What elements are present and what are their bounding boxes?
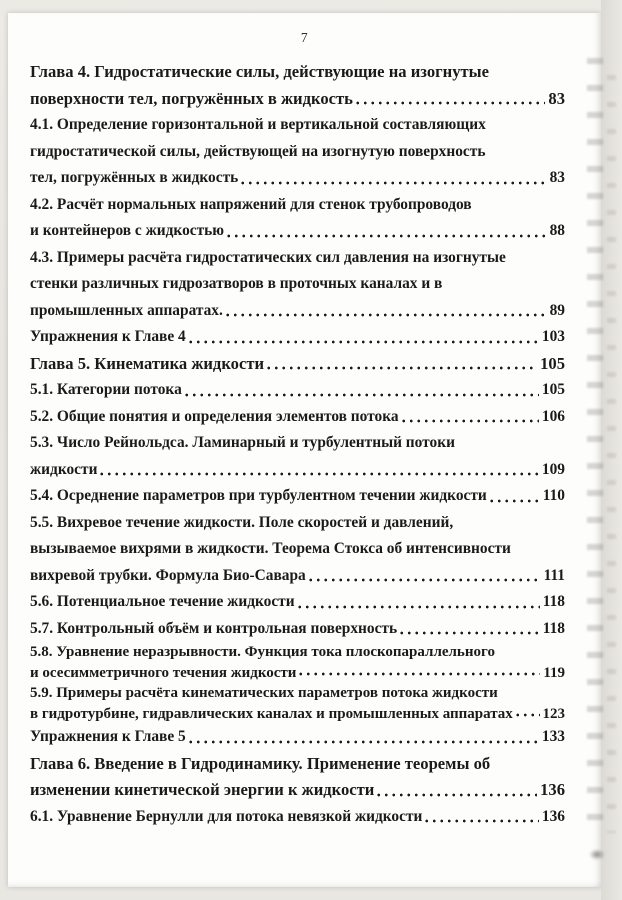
toc-entry-lastline [30,377,565,404]
show-through-text [585,58,619,833]
toc-entry [30,724,565,751]
toc-page-number: 136 [541,807,565,825]
toc-entry-text: Упражнения к Главе 4 [30,328,186,345]
toc-page-number: 123 [542,705,565,722]
toc-entry [30,804,565,831]
toc-entry-lastline [30,483,565,510]
dot-leader [187,724,539,751]
toc-entry-text: поверхности тел, погружённых в жидкость [30,88,353,108]
dot-leader [354,86,545,113]
toc-entry [30,404,565,431]
dot-leader [239,165,546,192]
toc-entry-text: 6.1. Уравнение Бернулли для потока невязкой жидкости [30,807,423,825]
toc-entry-lastline [30,589,565,616]
toc-page-number: 105 [541,381,565,398]
toc-entry [30,324,565,351]
toc-entry-line: стенки различных гидрозатворов в проточных каналах и в [30,275,443,292]
dot-leader [423,804,539,831]
toc-entry-lastline [30,777,565,804]
toc-page-number: 136 [540,780,565,799]
toc-entry-line: 5.9. Примеры расчёта кинематических параметров потока жидкости [30,685,498,701]
page [8,13,601,887]
toc-entry [30,430,565,483]
toc-page-number: 103 [541,328,565,345]
dot-leader [183,377,539,404]
toc-entry-lastline [30,324,565,351]
toc-entry [30,112,565,192]
toc-page-number: 118 [542,619,565,637]
toc-entry-lastline [30,404,565,431]
smudge [586,847,608,862]
toc-page-number: 110 [542,487,565,504]
toc-entry [30,245,565,325]
dot-leader [307,563,541,590]
dot-leader [375,777,537,804]
dot-leader [398,616,540,643]
toc-entry [30,683,565,724]
toc-entry-line: Глава 6. Введение в Гидродинамику. Применение теоремы об [30,753,491,773]
toc-entry-text: 5.4. Осреднение параметров при турбулентном течении жидкости [30,487,487,504]
toc-entry-lastline [30,616,565,643]
toc-entry-text: Глава 5. Кинематика жидкости [30,353,265,373]
toc-entry-lastline [30,86,565,113]
toc-entry-line: 5.8. Уравнение неразрывности. Функция тока плоскопараллельного [30,644,495,660]
toc-entry-line: 4.1. Определение горизонтальной и вертикальной составляющих [30,116,486,133]
dot-leader [488,483,540,510]
toc-page-number: 133 [541,728,565,745]
toc-entry-line: 4.2. Расчёт нормальных напряжений для стенок трубопроводов [30,195,472,213]
toc-entry-line: Глава 4. Гидростатические силы, действующие на изогнутые [30,62,490,81]
toc-entry [30,589,565,616]
toc-page-number: 109 [541,460,565,478]
toc-entry [30,59,565,112]
toc-entry-line: гидростатической силы, действующей на изогнутую поверхность [30,142,486,160]
toc-entry-line: 4.3. Примеры расчёта гидростатических сил давления на изогнутые [30,248,506,266]
toc-entry [30,510,565,590]
toc-page-number: 106 [541,407,565,425]
toc-entry-text: жидкости [30,460,98,478]
toc-entry-text: 5.7. Контрольный объём и контрольная поверхность [30,619,398,637]
toc-entry-text: 5.6. Потенциальное течение жидкости [30,593,295,610]
dot-leader [265,351,537,378]
toc-entry-text: в гидротурбине, гидравлических каналах и промышленных аппаратах [30,705,513,722]
toc-entry [30,616,565,643]
dot-leader [224,298,547,325]
toc-entry-lastline [30,704,565,725]
toc-entry-lastline [30,218,565,245]
toc-page-number: 88 [549,222,565,239]
toc-entry-line: 5.5. Вихревое течение жидкости. Поле скоростей и давлений, [30,513,454,531]
dot-leader [225,218,547,245]
dot-leader [296,589,540,616]
toc-page-number: 89 [549,301,565,319]
toc-entry-text: 5.2. Общие понятия и определения элементов потока [30,407,399,425]
toc-entry [30,351,565,378]
toc-entry-line: вызываемое вихрями в жидкости. Теорема Стокса об интенсивности [30,540,511,557]
toc [8,59,601,830]
dot-leader [297,663,540,684]
toc-page-number: 111 [543,566,565,584]
toc-page-number: 83 [548,88,565,108]
toc-entry-text: и осесимметричного течения жидкости [30,664,297,681]
toc-entry-lastline [30,298,565,325]
toc-entry [30,192,565,245]
toc-entry-text: тел, погружённых в жидкость [30,169,239,186]
toc-entry [30,751,565,804]
toc-entry-lastline [30,165,565,192]
toc-page-number: 83 [549,169,565,186]
toc-entry-line: 5.3. Число Рейнольдса. Ламинарный и турбулентный потоки [30,434,455,451]
toc-entry-text: Упражнения к Главе 5 [30,728,186,745]
page-number: 7 [300,30,309,45]
toc-page-number: 119 [543,664,565,681]
toc-entry-text: 5.1. Категории потока [30,381,182,398]
toc-entry [30,377,565,404]
toc-entry [30,642,565,683]
toc-entry-lastline [30,563,565,590]
toc-entry-text: вихревой трубки. Формула Био-Савара [30,566,306,584]
toc-page-number: 118 [542,593,565,610]
toc-entry-lastline [30,351,565,378]
toc-entry-text: и контейнеров с жидкостью [30,222,225,239]
toc-entry-text: изменении кинетической энергии к жидкости [30,780,375,799]
toc-entry-text: промышленных аппаратах. [30,301,223,319]
toc-entry-lastline [30,663,565,684]
toc-page-number: 105 [540,353,565,373]
toc-entry-lastline [30,457,565,484]
dot-leader [98,457,538,484]
toc-entry-lastline [30,724,565,751]
dot-leader [514,704,540,725]
dot-leader [400,404,539,431]
toc-entry-lastline [30,804,565,831]
toc-entry [30,483,565,510]
dot-leader [187,324,539,351]
